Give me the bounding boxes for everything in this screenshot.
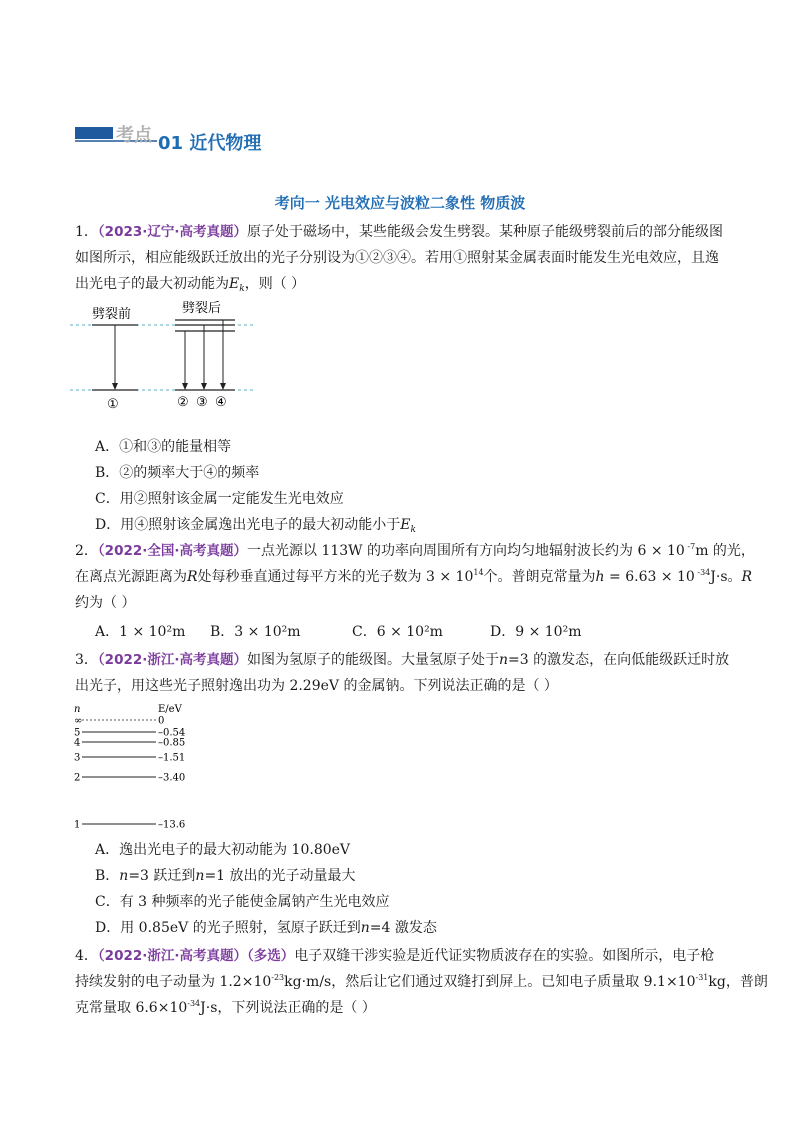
q3-level-e-0: 0 <box>158 715 165 727</box>
q3-level-n-0: ∞ <box>74 715 83 727</box>
svg-text:E/eV: E/eV <box>158 704 182 715</box>
q2-line2: 在离点光源距离为R处每秒垂直通过每平方米的光子数为 $3 \times 10^{14}$个。普朗克常量为h = 6.63 × 10 $^{-34}$J·s。R <box>75 568 753 585</box>
q3-option-b[interactable]: B．n=3 跃迁到n=1 放出的光子动量最大 <box>95 868 356 884</box>
q1-line2: 如图所示，相应能级跃迁放出的光子分别设为①②③④。若用①照射某金属表面时能发生光电效应，且逸 <box>75 250 719 266</box>
q1-line1: 1．（2023·辽宁·高考真题）原子处于磁场中，某些能级会发生劈裂。某种原子能级劈裂前后的部分能级图 <box>75 224 724 240</box>
q1-number: 1． <box>75 224 98 240</box>
q1-energy-level-figure <box>70 298 260 416</box>
svg-text:n: n <box>74 704 81 715</box>
q3-line1: 3．（2022·浙江·高考真题）如图为氢原子的能级图。大量氢原子处于n=3 的激发态，在向低能级跃迁时放 <box>75 652 730 668</box>
header-tag: 考点 <box>116 125 152 146</box>
q4-line1: 4．（2022·浙江·高考真题）（多选）电子双缝干涉实验是近代证实物质波存在的实验。如图所示，电子枪 <box>75 948 715 964</box>
q1-option-d[interactable]: D．用④照射该金属逸出光电子的最大初动能小于$E_k$ <box>95 517 416 535</box>
q2-option-a[interactable]: A．1 × 10²m <box>95 624 186 640</box>
q1-source: （2023·辽宁·高考真题） <box>97 224 248 240</box>
q2-source: （2022·全国·高考真题） <box>97 543 248 559</box>
q3-level-n-1: 5 <box>74 727 81 739</box>
q3-level-e-4: –3.40 <box>158 772 186 784</box>
q2-option-b[interactable]: B．3 × 10²m <box>210 624 301 640</box>
q1-option-a[interactable]: A．①和③的能量相等 <box>95 439 232 455</box>
q4-line3: 克常量取 $6.6\times 10^{-34}J\cdot s$，下列说法正确的是（ ） <box>75 999 376 1016</box>
svg-text:③: ③ <box>196 395 208 410</box>
q4-line2: 持续发射的电子动量为 $1.2\times 10^{-23}kg\cdot m/s$，然后让它们通过双缝打到屏上。已知电子质量取 $9.1\times 10^{-31}kg$，普朗 <box>75 973 768 990</box>
q3-line2: 出光子，用这些光子照射逸出功为 2.29eV 的金属钠。下列说法正确的是（ ） <box>75 678 558 694</box>
svg-text:①: ① <box>107 397 119 412</box>
svg-text:②: ② <box>177 395 189 410</box>
q4-source: （2022·浙江·高考真题）（多选） <box>97 948 295 964</box>
q3-option-a[interactable]: A．逸出光电子的最大初动能为 10.80eV <box>95 842 351 858</box>
q1-line3: 出光电子的最大初动能为$E_k$，则（ ） <box>75 276 306 294</box>
q3-level-e-3: –1.51 <box>158 752 186 764</box>
q2-option-c[interactable]: C．6 × 10²m <box>352 624 443 640</box>
svg-text:④: ④ <box>215 395 227 410</box>
q3-hydrogen-energy-level-diagram <box>72 700 202 832</box>
q3-level-n-2: 4 <box>74 737 81 749</box>
q3-level-n-4: 2 <box>74 772 81 784</box>
q1-label-before: 劈裂前 <box>92 307 132 322</box>
q2-option-d[interactable]: D．9 × 10²m <box>490 624 582 640</box>
q2-line1: 2．（2022·全国·高考真题）一点光源以 113W 的功率向周围所有方向均匀地辐射波长约为 6 × 10 $^{-7}$m 的光， <box>75 542 755 559</box>
q3-level-n-5: 1 <box>74 819 81 831</box>
q1-option-b[interactable]: B．②的频率大于④的频率 <box>95 465 260 481</box>
q2-line3: 约为（ ） <box>75 595 136 611</box>
q3-level-n-3: 3 <box>74 752 81 764</box>
q3-level-e-2: –0.85 <box>158 737 186 749</box>
section-title: 考向一 光电效应与波粒二象性 物质波 <box>274 194 526 212</box>
q3-option-d[interactable]: D．用 0.85eV 的光子照射，氢原子跃迁到n=4 激发态 <box>95 920 437 936</box>
q3-level-e-1: –0.54 <box>158 727 186 739</box>
q1-label-after: 劈裂后 <box>182 301 222 316</box>
q3-source: （2022·浙江·高考真题） <box>97 652 248 668</box>
page-title: 01 近代物理 <box>158 133 262 154</box>
q3-level-e-5: –13.6 <box>158 819 186 831</box>
q3-option-c[interactable]: C．有 3 种频率的光子能使金属钠产生光电效应 <box>95 894 390 910</box>
q1-option-c[interactable]: C．用②照射该金属一定能发生光电效应 <box>95 491 344 507</box>
